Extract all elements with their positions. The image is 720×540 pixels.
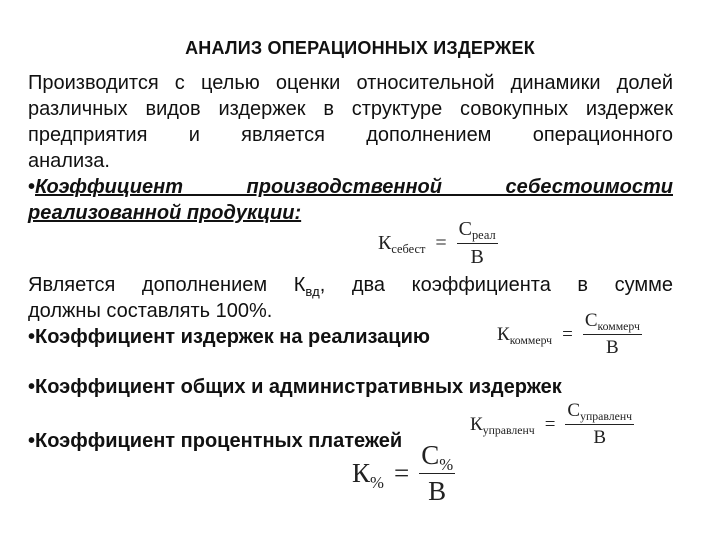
item1-line-1 bbox=[28, 174, 673, 201]
note-line-2: должны составлять 100%. bbox=[28, 300, 273, 322]
formula1-num: С bbox=[458, 218, 472, 240]
formula1-fraction bbox=[457, 218, 498, 269]
note-text-b: , два коэффициента в сумме bbox=[319, 274, 673, 296]
note-text-a: Является дополнением К bbox=[28, 274, 306, 296]
formula3-k-sub: управленч bbox=[482, 423, 535, 437]
formula4-eq: = bbox=[393, 458, 410, 488]
formula2-numerator bbox=[583, 310, 642, 334]
formula1-k-sub: себест bbox=[391, 242, 426, 257]
item3-label: Коэффициент общих и административных издержек bbox=[35, 376, 562, 398]
intro-line-3: предприятия и является дополнением операционного bbox=[28, 124, 673, 146]
formula-selling-expenses bbox=[497, 310, 642, 359]
formula2-lhs bbox=[497, 324, 552, 346]
formula4-numerator bbox=[419, 440, 455, 473]
formula4-k-sub: % bbox=[370, 472, 384, 492]
formula1-lhs bbox=[378, 232, 425, 255]
formula2-k: К bbox=[497, 323, 510, 345]
formula1-denominator: В bbox=[470, 246, 484, 268]
item1-heading: Коэффициент производственной себестоимости bbox=[35, 176, 673, 198]
formula-interest-payments bbox=[352, 440, 455, 507]
formula3-num-sub: управленч bbox=[580, 410, 633, 424]
formula-admin-expenses bbox=[470, 400, 634, 449]
formula2-num-sub: коммерч bbox=[597, 320, 640, 334]
bullet: • bbox=[28, 376, 36, 398]
formula2-k-sub: коммерч bbox=[509, 333, 553, 347]
formula1-numerator bbox=[457, 218, 498, 243]
item4-label: Коэффициент процентных платежей bbox=[35, 430, 403, 452]
slide-title: АНАЛИЗ ОПЕРАЦИОННЫХ ИЗДЕРЖЕК bbox=[185, 38, 535, 58]
item1-heading-cont: реализованной продукции: bbox=[28, 202, 302, 224]
formula4-lhs bbox=[352, 458, 384, 492]
formula4-num-sub: % bbox=[439, 454, 454, 474]
formula3-lhs bbox=[470, 414, 535, 436]
formula1-eq: = bbox=[435, 232, 447, 254]
formula1-k: К bbox=[378, 232, 392, 254]
item3-line bbox=[28, 374, 598, 401]
bullet: • bbox=[28, 176, 36, 198]
item1-line-2 bbox=[28, 200, 673, 227]
formula1-num-sub: реал bbox=[471, 228, 496, 243]
formula3-k: К bbox=[470, 413, 483, 435]
note-line-1 bbox=[28, 272, 673, 301]
bullet: • bbox=[28, 430, 36, 452]
formula-cost-of-sales bbox=[378, 218, 498, 269]
formula4-num: С bbox=[421, 440, 440, 470]
formula3-eq: = bbox=[544, 413, 556, 435]
formula4-k: К bbox=[352, 458, 371, 488]
formula4-denominator: В bbox=[428, 476, 447, 506]
formula2-fraction bbox=[583, 310, 642, 359]
item2-label: Коэффициент издержек на реализацию bbox=[35, 326, 430, 348]
formula3-denominator: В bbox=[593, 427, 607, 448]
formula3-num: С bbox=[567, 400, 581, 421]
formula3-numerator bbox=[565, 400, 634, 424]
intro-line-2: различных видов издержек в структуре совокупных издержек bbox=[28, 98, 673, 120]
formula2-eq: = bbox=[562, 323, 573, 345]
formula2-denominator: В bbox=[606, 337, 619, 358]
bullet: • bbox=[28, 326, 36, 348]
intro-line-4: анализа. bbox=[28, 150, 110, 172]
formula3-fraction bbox=[565, 400, 634, 449]
formula2-num: С bbox=[584, 310, 598, 331]
item2-line bbox=[28, 324, 488, 351]
note-sub: вд bbox=[305, 283, 320, 299]
intro-line-1: Производится с целью оценки относительной динамики долей bbox=[28, 72, 673, 94]
formula4-fraction bbox=[419, 440, 455, 507]
